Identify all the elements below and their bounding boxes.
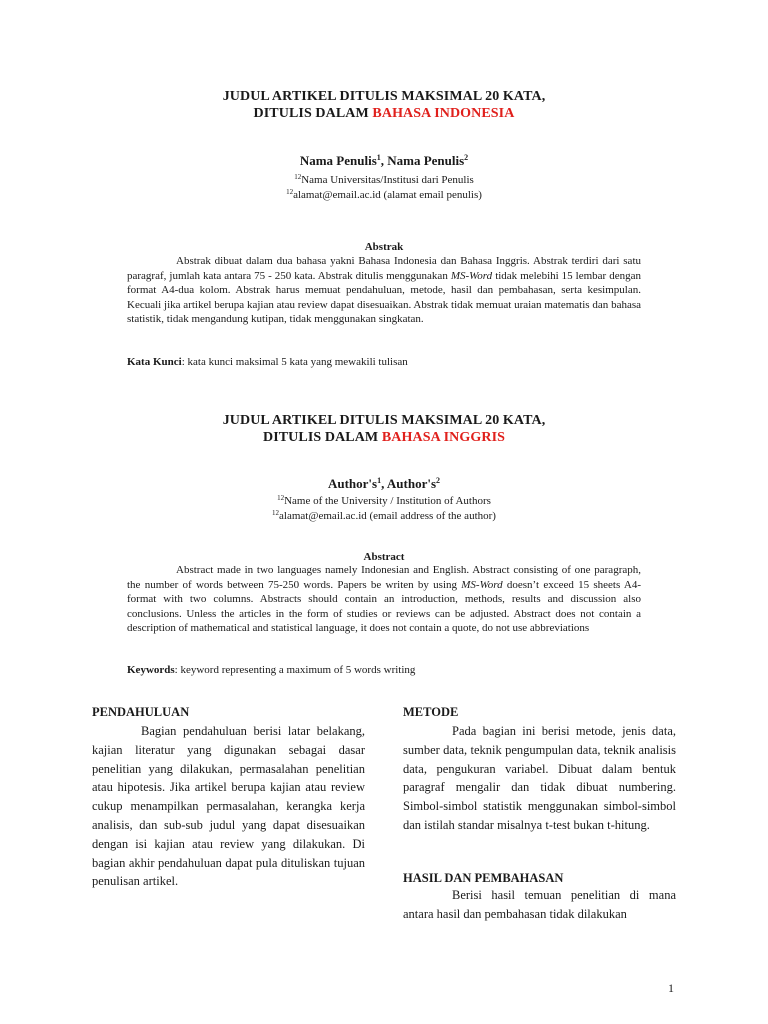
abstrak-text-part1: Abstrak dibuat dalam dua bahasa yakni Bahasa Indonesia dan Bahasa Inggris. Abstrak terdiri dari satu paragraf, jumlah kata antara 75 - 250 kata. Abstrak ditulis menggunakan (127, 255, 641, 282)
abstract-heading: Abstract (363, 551, 405, 563)
english-title-line2 (0, 429, 768, 446)
english-title-language: BAHASA INGGRIS (381, 430, 506, 445)
page-number: 1 (668, 981, 674, 995)
metode-text: Pada bagian ini berisi metode, jenis data, sumber data, teknik pengumpulan data, teknik analisis data, pengukuran variabel. Dibuat dalam bentuk paragraf mengalir dan tidak dibuat numbering. Simbol-simbol statistik menggunakan simbol-simbol dan istilah standar misalnya t-test bukan t-hitung. (403, 724, 676, 832)
kata-kunci-text: : kata kunci maksimal 5 kata yang mewakili tulisan (181, 356, 408, 368)
abstract-body (127, 563, 641, 636)
keywords-text: : keyword representing a maximum of 5 words writing (174, 664, 416, 676)
indonesian-title-language: BAHASA INDONESIA (372, 106, 515, 121)
author-name: Author's (327, 476, 378, 491)
email-superscript: 12 (286, 188, 294, 196)
keywords (127, 663, 641, 677)
indonesian-title (0, 88, 768, 122)
indonesian-title-prefix: DITULIS DALAM (253, 106, 373, 121)
abstrak-italic-term: MS-Word (450, 269, 493, 282)
author-separator: , (381, 476, 387, 491)
affiliation-text: Name of the University / Institution of Authors (284, 495, 491, 507)
abstract-italic-term: MS-Word (461, 578, 503, 591)
author-name: Nama Penulis (387, 153, 465, 168)
english-title (0, 412, 768, 446)
pendahuluan-heading: PENDAHULUAN (92, 705, 190, 719)
affiliation-superscript: 12 (294, 173, 302, 181)
email-text: alamat@email.ac.id (email address of the author) (279, 510, 496, 522)
kata-kunci-label: Kata Kunci (127, 356, 182, 368)
english-authors (0, 476, 768, 492)
pendahuluan-text: Bagian pendahuluan berisi latar belakang, kajian literatur yang digunakan sebagai dasar penelitian yang dilakukan, permasalahan penelitian atau hipotesis. Jika artikel berupa kajian atau review cukup menampilkan permasalahan, kerangka kerja analisis, dan sub-sub judul yang dapat disesuaikan dengan isi kajian atau review yang dilakukan. Di bagian akhir pendahuluan dapat pula dituliskan tujuan penulisan artikel. (92, 724, 365, 889)
email-text: alamat@email.ac.id (alamat email penulis) (293, 189, 482, 201)
affiliation-text: Nama Universitas/Institusi dari Penulis (301, 174, 474, 186)
hasil-pembahasan-heading: HASIL DAN PEMBAHASAN (403, 871, 564, 885)
keywords-label: Keywords (127, 664, 175, 676)
author-name: Author's (386, 476, 437, 491)
email-superscript: 12 (272, 509, 280, 517)
author-separator: , (380, 153, 388, 168)
affiliation-superscript: 12 (277, 494, 285, 502)
english-title-line1: JUDUL ARTIKEL DITULIS MAKSIMAL 20 KATA, (222, 413, 546, 428)
author-superscript: 2 (436, 476, 441, 485)
english-email (0, 509, 768, 524)
author-superscript: 2 (464, 153, 469, 162)
metode-heading: METODE (403, 705, 459, 719)
abstrak-heading: Abstrak (364, 241, 404, 253)
indonesian-affiliation (0, 173, 768, 188)
kata-kunci (127, 355, 641, 369)
english-title-prefix: DITULIS DALAM (262, 430, 382, 445)
indonesian-email (0, 188, 768, 203)
indonesian-authors (0, 153, 768, 169)
indonesian-title-line1: JUDUL ARTIKEL DITULIS MAKSIMAL 20 KATA, (222, 89, 546, 104)
author-superscript: 1 (376, 153, 381, 162)
english-affiliation (0, 494, 768, 509)
hasil-pembahasan-text: Berisi hasil temuan penelitian di mana antara hasil dan pembahasan tidak dilakukan (403, 888, 676, 921)
abstract-text-part2: doesn’t exceed 15 sheets A4-format with two columns. Abstracts should contain an introduction, methods, results and discussion also conclusions. Unless the articles in the form of studies or reviews can be adjusted. Abstract does not contain a description of mathematical and statistical language, it does not contain a quote, do not use abbreviations (127, 578, 641, 634)
abstrak-body (127, 254, 641, 327)
indonesian-title-line2 (0, 105, 768, 122)
abstrak-text-part2: tidak melebihi 15 lembar dengan format A4-dua kolom. Abstrak harus memuat pendahuluan, metode, hasil dan pembahasan, serta kesimpulan. Kecuali jika artikel berupa kajian atau review dapat disesuaikan. Abstrak tidak memuat uraian matematis dan bahasa statistik, tidak mengandung kutipan, tidak menggunakan singkatan. (127, 269, 641, 325)
author-name: Nama Penulis (299, 153, 377, 168)
abstract-text-part1: Abstract made in two languages namely Indonesian and English. Abstract consisting of one paragraph, the number of words between 75-250 words. Papers be writen by using (127, 564, 641, 591)
author-superscript: 1 (377, 476, 382, 485)
